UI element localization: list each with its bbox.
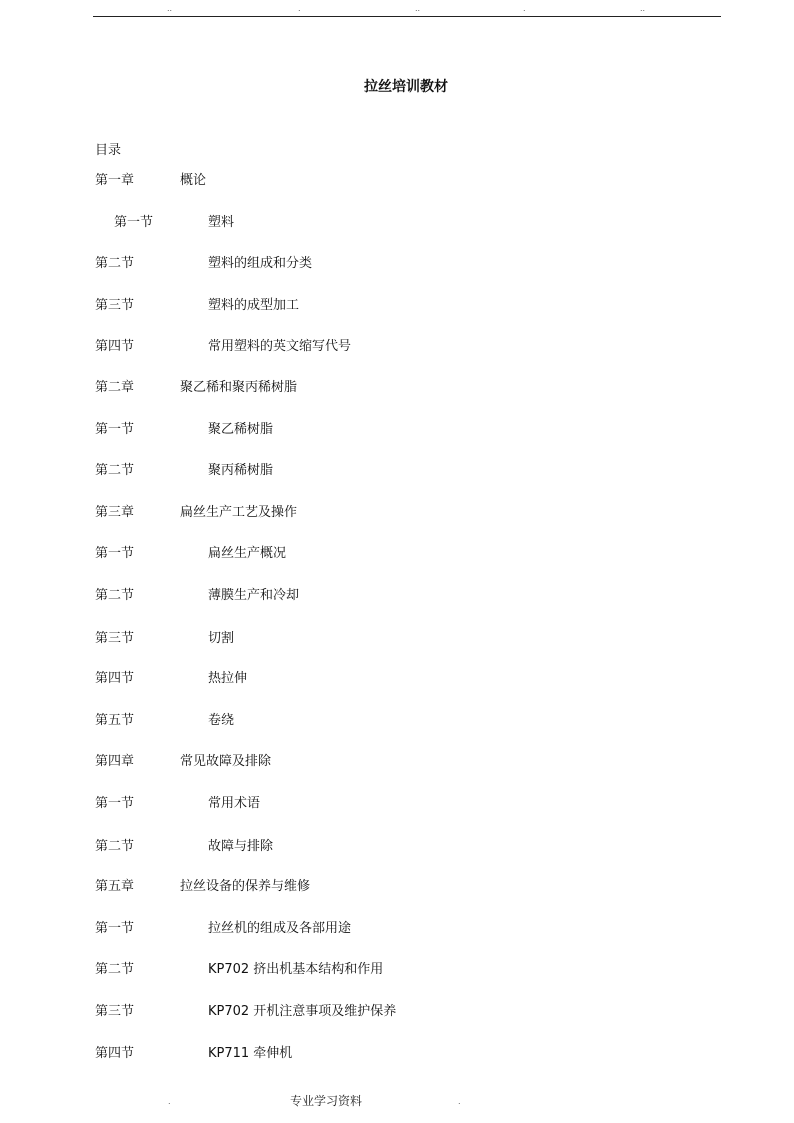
footer-dot-right: . [458,1097,461,1106]
toc-entry-title: 扁丝生产工艺及操作 [180,505,298,520]
toc-heading: 目录 [95,143,122,158]
toc-chapter-row [0,171,794,191]
toc-entry-label: 第一节 [95,422,135,437]
toc-entry-title: 塑料 [208,215,235,230]
toc-section-row [0,544,794,564]
toc-section-row [0,960,794,980]
toc-section-row [0,213,794,233]
toc-entry-label: 第四章 [95,754,135,769]
toc-entry-label: 第一节 [95,921,135,936]
toc-entry-label: 第二节 [95,839,135,854]
toc-entry-title: 热拉伸 [208,671,248,686]
toc-section-row [0,586,794,606]
toc-entry-title: KP702 挤出机基本结构和作用 [208,962,384,977]
toc-section-row [0,1002,794,1022]
toc-entry-title: 故障与排除 [208,839,274,854]
toc-entry-title: 塑料的组成和分类 [208,256,313,271]
toc-entry-label: 第二节 [95,962,135,977]
toc-entry-label: 第一节 [95,796,135,811]
header-dot: .. [640,4,646,13]
toc-entry-title: 卷绕 [208,713,235,728]
toc-section-row [0,296,794,316]
toc-entry-label: 第四节 [95,671,135,686]
toc-entry-label: 第二节 [95,463,135,478]
toc-entry-title: 塑料的成型加工 [208,298,300,313]
toc-entry-label: 第四节 [95,1046,135,1061]
toc-entry-label: 第四节 [95,339,135,354]
toc-entry-title: 薄膜生产和冷却 [208,588,300,603]
toc-section-row [0,711,794,731]
toc-section-row [0,1044,794,1064]
toc-entry-label: 第一节 [114,215,154,230]
toc-section-row [0,794,794,814]
toc-section-row [0,669,794,689]
toc-entry-label: 第一节 [95,546,135,561]
toc-section-row [0,629,794,649]
header-dot: .. [167,4,173,13]
toc-chapter-row [0,503,794,523]
document-title: 拉丝培训教材 [364,79,448,95]
toc-entry-title: 扁丝生产概况 [208,546,287,561]
header-rule [93,16,721,17]
toc-entry-title: 聚丙稀树脂 [208,463,274,478]
toc-entry-title: 聚乙稀树脂 [208,422,274,437]
header-dot: . [523,4,526,13]
toc-section-row [0,461,794,481]
toc-entry-title: 常用塑料的英文缩写代号 [208,339,352,354]
toc-entry-title: KP702 开机注意事项及维护保养 [208,1004,397,1019]
toc-entry-title: 拉丝设备的保养与维修 [180,879,311,894]
toc-entry-title: 切割 [208,631,235,646]
toc-section-row [0,919,794,939]
toc-entry-label: 第三节 [95,631,135,646]
toc-entry-title: 概论 [180,173,207,188]
toc-entry-label: 第三章 [95,505,135,520]
footer-text: 专业学习资料 [290,1094,363,1108]
toc-section-row [0,337,794,357]
footer-dot-left: . [168,1097,171,1106]
toc-entry-label: 第五章 [95,879,135,894]
toc-entry-label: 第二节 [95,256,135,271]
toc-entry-label: 第二章 [95,380,135,395]
toc-entry-label: 第一章 [95,173,135,188]
header-dot: . [298,4,301,13]
toc-entry-title: KP711 牵伸机 [208,1046,293,1061]
toc-section-row [0,254,794,274]
toc-entry-label: 第五节 [95,713,135,728]
toc-section-row [0,837,794,857]
toc-entry-title: 拉丝机的组成及各部用途 [208,921,352,936]
toc-entry-title: 聚乙稀和聚丙稀树脂 [180,380,298,395]
toc-chapter-row [0,752,794,772]
toc-entry-title: 常用术语 [208,796,261,811]
toc-entry-title: 常见故障及排除 [180,754,272,769]
toc-entry-label: 第三节 [95,1004,135,1019]
toc-entry-label: 第二节 [95,588,135,603]
toc-entry-label: 第三节 [95,298,135,313]
header-dot: .. [415,4,421,13]
toc-chapter-row [0,877,794,897]
toc-section-row [0,420,794,440]
toc-chapter-row [0,378,794,398]
